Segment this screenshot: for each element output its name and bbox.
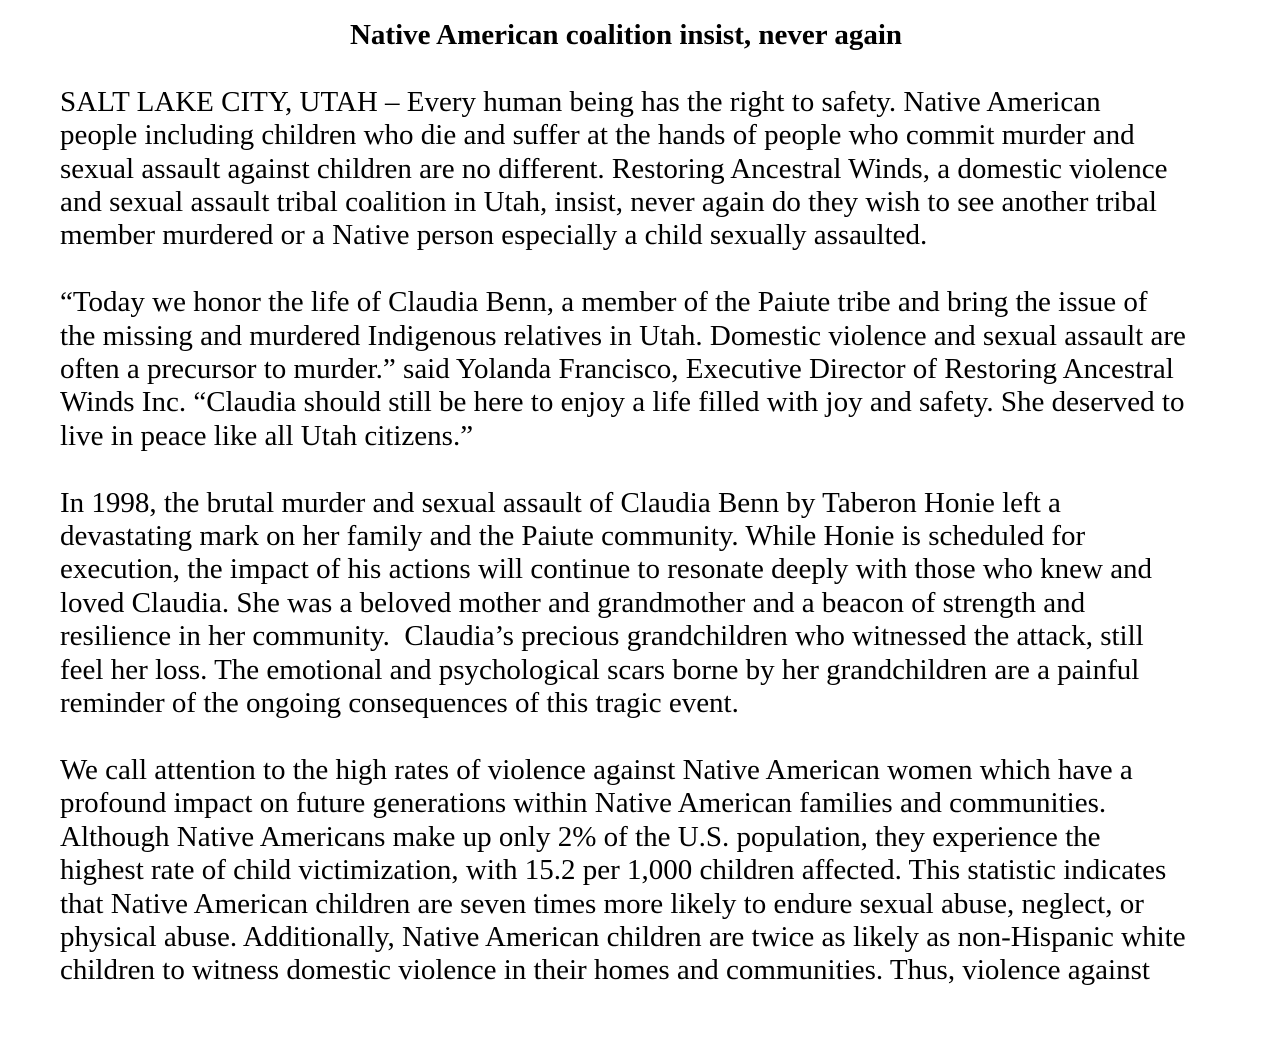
paragraph-statistics	[60, 754, 1192, 988]
text-line: reminder of the ongoing consequences of this tragic event.	[60, 687, 739, 720]
text-line: SALT LAKE CITY, UTAH – Every human being has the right to safety. Native American	[60, 85, 1101, 118]
text-line: Although Native Americans make up only 2% of the U.S. population, they experience the	[60, 820, 1101, 853]
text-line: feel her loss. The emotional and psychological scars borne by her grandchildren are a painful	[60, 653, 1140, 686]
text-line: devastating mark on her family and the Paiute community. While Honie is scheduled for	[60, 520, 1086, 553]
paragraph-quote	[60, 286, 1192, 453]
text-line: sexual assault against children are no different. Restoring Ancestral Winds, a domestic violence	[60, 152, 1168, 185]
text-line: profound impact on future generations within Native American families and communities.	[60, 787, 1107, 820]
text-line: live in peace like all Utah citizens.”	[60, 419, 474, 452]
document-title: Native American coalition insist, never again	[349, 19, 903, 51]
text-line: people including children who die and suffer at the hands of people who commit murder and	[60, 119, 1135, 152]
text-line: execution, the impact of his actions will continue to resonate deeply with those who knew and	[60, 553, 1153, 586]
text-line: highest rate of child victimization, with 15.2 per 1,000 children affected. This statistic indicates	[60, 854, 1167, 887]
text-line: and sexual assault tribal coalition in Utah, insist, never again do they wish to see another tribal	[60, 186, 1157, 219]
text-line: resilience in her community. Claudia’s precious grandchildren who witnessed the attack, still	[60, 620, 1144, 653]
text-line: We call attention to the high rates of violence against Native American women which have a	[60, 753, 1133, 786]
text-line: Winds Inc. “Claudia should still be here to enjoy a life filled with joy and safety. She deserved to	[60, 386, 1185, 419]
text-line: In 1998, the brutal murder and sexual assault of Claudia Benn by Taberon Honie left a	[60, 486, 1061, 519]
text-line: loved Claudia. She was a beloved mother and grandmother and a beacon of strength and	[60, 586, 1086, 619]
text-line: member murdered or a Native person especially a child sexually assaulted.	[60, 219, 928, 252]
text-line: often a precursor to murder.” said Yolanda Francisco, Executive Director of Restoring Ancestral	[60, 353, 1174, 386]
text-line: children to witness domestic violence in their homes and communities. Thus, violence against	[60, 954, 1150, 987]
paragraph-history	[60, 487, 1192, 721]
paragraph-dateline	[60, 86, 1192, 253]
text-line: physical abuse. Additionally, Native American children are twice as likely as non-Hispanic white	[60, 920, 1186, 953]
text-line: “Today we honor the life of Claudia Benn, a member of the Paiute tribe and bring the issue of	[60, 286, 1148, 319]
text-line: the missing and murdered Indigenous relatives in Utah. Domestic violence and sexual assault are	[60, 319, 1186, 352]
text-line: that Native American children are seven times more likely to endure sexual abuse, neglect, or	[60, 887, 1144, 920]
